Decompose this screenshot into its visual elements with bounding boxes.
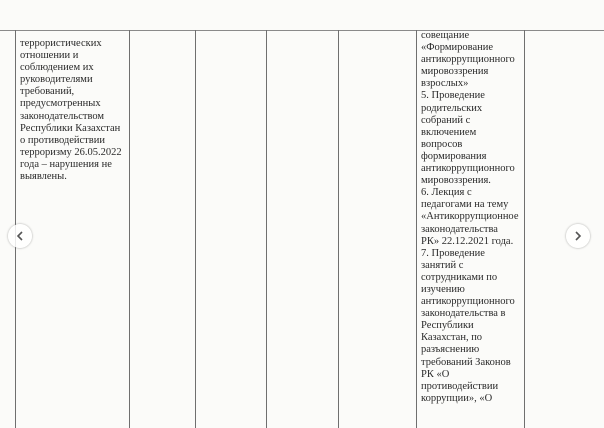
previous-image-button[interactable]	[8, 224, 32, 248]
text-line: родительских	[421, 102, 483, 114]
text-line: антикоррупционного	[421, 163, 515, 175]
table-cell-inspection-result	[20, 38, 125, 183]
text-line: формирования	[421, 150, 487, 162]
text-line: 5. Проведение	[421, 90, 485, 102]
text-line: о противодействии	[20, 134, 105, 146]
text-line: мировоззрения.	[421, 175, 491, 187]
text-line: законодательства в	[421, 308, 506, 320]
chevron-left-icon	[14, 230, 26, 242]
text-line: противодействии	[421, 380, 499, 392]
table-column-border	[195, 30, 196, 428]
text-line: 6. Лекция с	[421, 187, 472, 199]
text-line: коррупции», «О	[421, 392, 493, 404]
text-line: вопросов	[421, 138, 463, 150]
table-cell-measures-list	[421, 30, 525, 405]
text-line: руководителями	[20, 74, 93, 86]
table-column-border	[338, 30, 339, 428]
text-line: «Антикоррупционное	[421, 211, 519, 223]
text-line: антикоррупционного	[421, 54, 515, 66]
text-line: изучению	[421, 283, 465, 295]
text-line: совещание	[421, 30, 470, 41]
table-column-border	[266, 30, 267, 428]
text-line: требований,	[20, 86, 75, 98]
text-line: 7. Проведение	[421, 247, 485, 259]
next-image-button[interactable]	[566, 224, 590, 248]
text-line: предусмотренных	[20, 98, 101, 110]
text-line: собраний с	[421, 114, 471, 126]
text-line: Республики Казахстан	[20, 122, 121, 134]
text-line: занятий с	[421, 259, 464, 271]
text-line: сотрудниками по	[421, 271, 498, 283]
text-line: отношении и	[20, 50, 79, 62]
text-line: «Формирование	[421, 42, 494, 54]
text-line: РК «О	[421, 368, 450, 380]
text-line: мировоззрения	[421, 66, 489, 78]
text-line: разъяснению	[421, 344, 480, 356]
text-line: законодательством	[20, 110, 105, 122]
text-line: включением	[421, 126, 477, 138]
text-line: законодательства	[421, 223, 498, 235]
text-line: педагогами на тему	[421, 199, 509, 211]
page-top-margin	[0, 0, 604, 30]
text-line: антикоррупционного	[421, 296, 515, 308]
text-line: требований Законов	[421, 356, 511, 368]
text-line: выявлены.	[20, 171, 67, 183]
text-line: Казахстан, по	[421, 332, 483, 344]
table-column-border	[129, 30, 130, 428]
chevron-right-icon	[572, 230, 584, 242]
text-line: соблюдением их	[20, 62, 94, 74]
text-line: терроризму 26.05.2022	[20, 146, 122, 158]
text-line: Республики	[421, 320, 474, 332]
text-line: взрослых»	[421, 78, 469, 90]
text-line: РК» 22.12.2021 года.	[421, 235, 514, 247]
table-column-border	[416, 30, 417, 428]
text-line: террористических	[20, 38, 102, 49]
text-line: года – нарушения не	[20, 158, 112, 170]
